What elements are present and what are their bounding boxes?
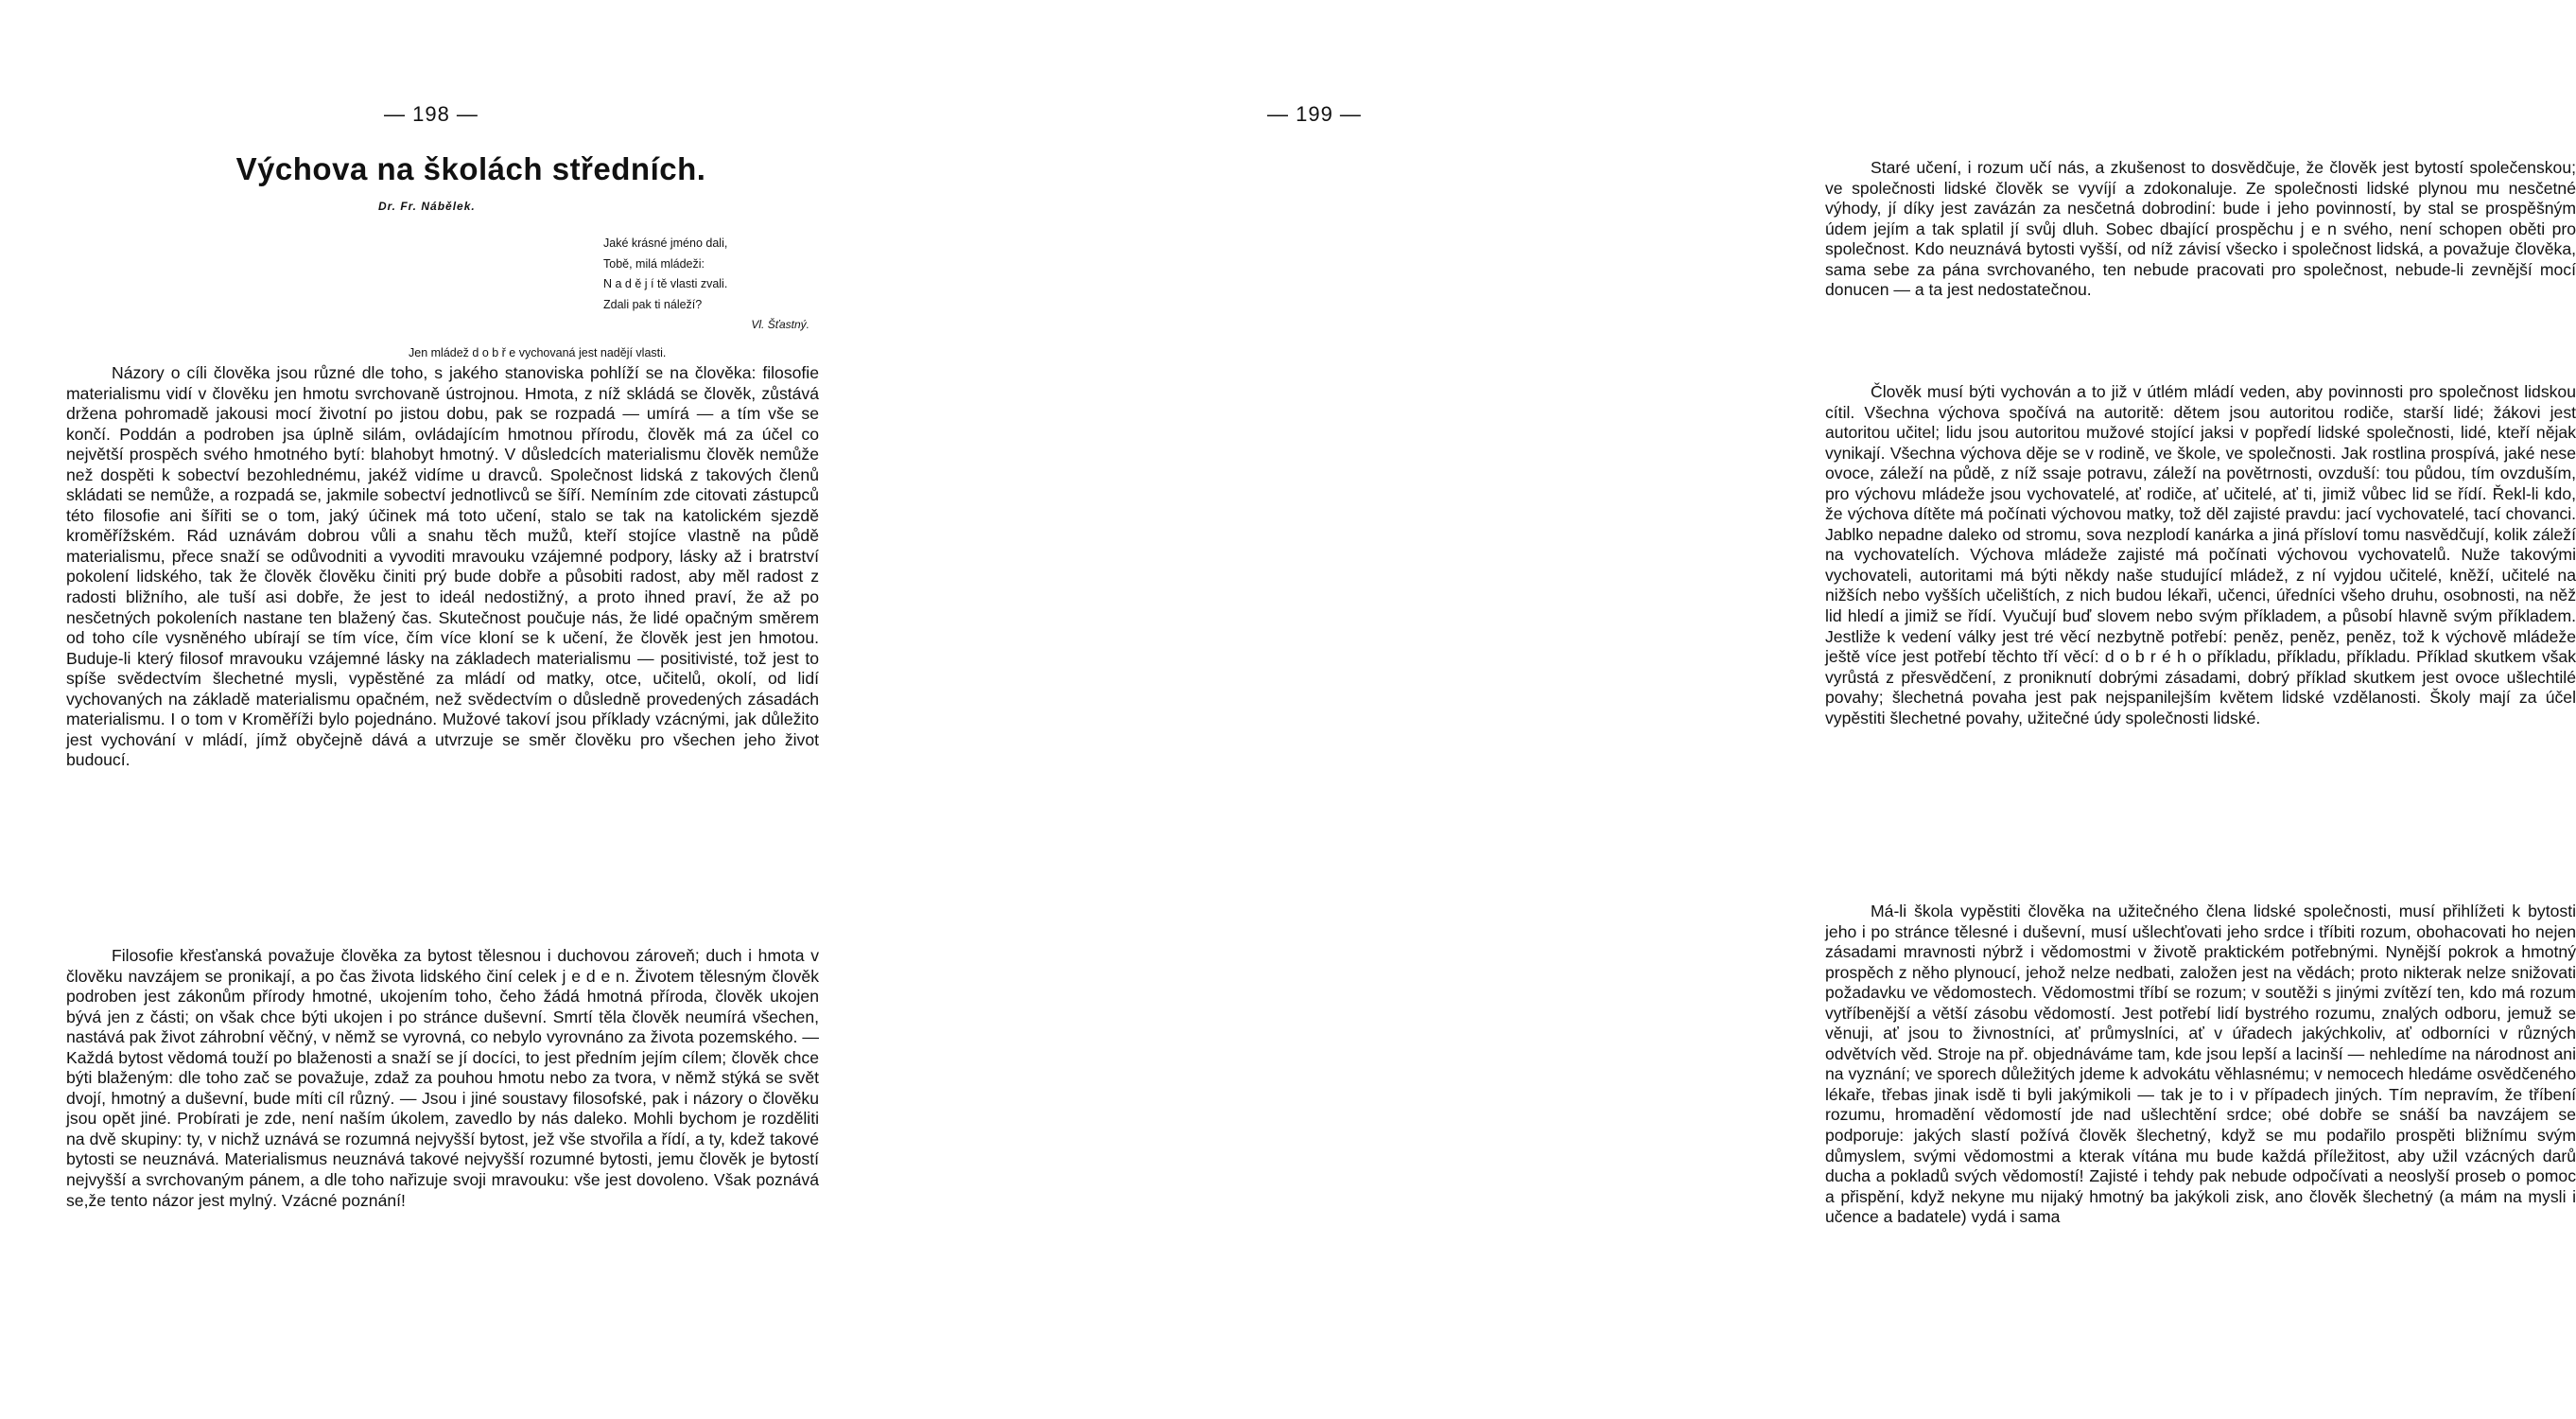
second-motto: Jen mládež d o b ř e vychovaná jest nadějí vlasti. xyxy=(409,346,667,359)
motto-author: Vl. Šťastný. xyxy=(751,318,809,331)
motto-line: Zdali pak ti náleží? xyxy=(603,297,703,311)
left-page xyxy=(0,0,877,1419)
motto-verse xyxy=(603,234,817,336)
body-text-right-1 xyxy=(1825,158,2576,301)
paragraph: Člověk musí býti vychován a to již v útlém mládí veden, aby povinnosti pro společnost lidskou cítil. Všechna výchova spočívá na autoritě: dětem jsou autoritou rodiče, starší lidé; žákovi jest autoritou učitel; lidu jsou autoritou mužové stojící jaksi v popředí lidské společnosti, lidé, kteří nějak vynikají. Všechna výchova děje se v rodině, ve škole, ve společnosti. Jak rostlina prospívá, jaké nese ovoce, záleží na půdě, z níž ssaje potravu, záleží na povětrnosti, ovzduší: tou půdou, tím ovzduším, pro výchovu mládeže jsou vychovatelé, ať rodiče, ať učitelé, ať ti, jimiž vůbec lid se řídí. Řekl-li kdo, že výchova dítěte má počínati výchovou matky, tož děl zajisté pravdu: jací vychovatelé, tací chovanci. Jablko nepadne daleko od stromu, sova nezplodí kanárka a jiná přísloví tomu nasvědčují, kolik záleží na vychovatelích. Výchova mládeže zajisté má počínati výchovou vychovatelů. Nuže takovými vychovateli, autoritami má býti někdy naše studující mládež, z ní vyjdou učitelé, kněží, učitelé na nižších nebo vyšších učelištích, z nich budou lékaři, učenci, úředníci všeho druhu, osobnosti, na něž lid hledí a jimiž se řídí. Vyučují buď slovem nebo svým příkladem, a působí hlavně svým příkladem. Jestliže k vedení války jest tré věcí nezbytně potřebí: peněz, peněz, peněz, tož k výchově mládeže ještě více jest potřebí těchto tří věcí: d o b r é h o příkladu, příkladu, příkladu. Příklad skutkem však vyrůstá z přesvědčení, z proniknutí dobrými zásadami, dobrý příklad skutkem jest ovoce ušlechtilé povahy; šlechetná povaha jest pak nejspanilejším květem lidské vzdělanosti. Školy mají za účel vypěstiti šlechetné povahy, užitečné údy společnosti lidské. xyxy=(1825,382,2576,727)
body-text-left-2 xyxy=(66,946,819,1211)
page-number-left: — 198 — xyxy=(384,102,479,126)
article-title: Výchova na školách středních. xyxy=(235,151,706,186)
paragraph: Názory o cíli člověka jsou různé dle toho, s jakého stanoviska pohlíží se na člověka: filosofie materialismu vidí v člověku jen hmotu svrchovaně ústrojnou. Hmota, z níž skládá se člověk, zůstává držena pohromadě jakousi mocí životní po jistou dobu, pak se rozpadá — umírá — a tím vše se končí. Poddán a podroben jsa úplně silám, ovládajícím hmotnou přírodu, člověk má za účel co největší prospěch svého hmotného bytí: blahobyt hmotný. V důsledcích materialismu člověk nemůže než dospěti k sobectví bezohlednému, jakéž vidíme u dravců. Společnost lidská z takových členů skládati se nemůže, a rozpadá se, jakmile sobectví jednotlivců se šíří. Nemíním zde citovati zástupců této filosofie ani šířiti se o tom, jaký účinek má toto učení, stalo se tak na katolickém sjezdě kroměřížském. Rád uznávám dobrou vůli a snahu těch mužů, kteří stojíce vlastně na půdě materialismu, přece snaží se odůvodniti a vyvoditi mravouku vzájemné podpory, lásky až i bratrství pokolení lidského, tak že člověk člověku činiti prý bude dobře a působiti radost, aby měl radost z radosti bližního, ale tuší asi dobře, že jest to ideál nedostižný, a proto ihned praví, že až po nesčetných pokoleních nastane ten blažený čas. Skutečnost poučuje nás, že lidé opačným směrem od toho cíle vysněného ubírají se tím více, čím více kloní se k učení, že člověk jest jen hmotou. Buduje-li který filosof mravouku vzájemné lásky na základech materialismu — positivisté, tož jest to spíše svědectvím šlechetné mysli, vypěstěné za mládí od matky, otce, učitelů, okolí, od lidí vychovaných na základě materialismu opačném, než svědectvím o důsledně provedených zásadách materialismu. I o tom v Kroměříži bylo pojednáno. Mužové takoví jsou příklady vzácnými, jak důležito jest vychování v mládí, jímž obyčejně dává a utvrzuje se směr člověku pro všechen jeho život budoucí. xyxy=(66,363,819,770)
article-author: Dr. Fr. Nábělek. xyxy=(378,200,476,213)
right-page xyxy=(877,0,2576,1419)
motto-line: Jaké krásné jméno dali, xyxy=(603,236,728,250)
paragraph: Staré učení, i rozum učí nás, a zkušenost to dosvědčuje, že člověk jest bytostí společenskou; ve společnosti lidské člověk se vyvíjí a zdokonaluje. Ze společnosti lidské plynou mu nesčetné výhody, jí díky jest zavázán za nesčetná dobrodiní: bude i jeho povinností, by stal se prospěšným údem jejím a tak splatil jí svůj dluh. Sobec dbající prospěchu j e n svého, není schopen oběti pro společnost. Kdo neuznává bytosti vyšší, od níž závisí všecko i společnost lidská, a považuje člověka, sama sebe za pána svrchovaného, ten nebude pracovati pro společnost, nebude-li zevnější mocí donucen — a ta jest nedostatečnou. xyxy=(1825,158,2576,300)
body-text-right-3 xyxy=(1825,902,2576,1228)
page-number-right: — 199 — xyxy=(1267,102,1362,126)
paragraph: Má-li škola vypěstiti člověka na užitečného člena lidské společnosti, musí přihlížeti k bytosti jeho i po stránce tělesné i duševní, musí ušlechťovati jeho srdce i tříbiti rozum, obohacovati ho nejen zásadami mravnosti nýbrž i vědomostmi v životě praktickém potřebnými. Nynější pokrok a hmotný prospěch z něho plynoucí, jehož nelze nedbati, založen jest na vědách; proto nikterak nelze snižovati požadavku ve vědomostech. Vědomostmi tříbí se rozum; v soutěži s jinými zvítězí ten, kdo má rozum vytříbenější a větší zásobu vědomostí. Jest potřebí lidí bystrého rozumu, znalých odboru, jemuž se věnuji, ať jsou to živnostníci, ať průmyslníci, ať v úřadech jakýchkoliv, ať odborníci v různých odvětvích věd. Stroje na př. objednáváme tam, kde jsou lepší a lacinší — nehledíme na národnost ani na vyznání; ve sporech důležitých jdeme k advokátu věhlasnému; v nemocech hledáme osvědčeného lékaře, třebas jinak isdě ti byli jakýmikoli — tak je to i v případech jiných. Tím nepravím, že tříbení rozumu, hromadění vědomostí jde nad ušlechtění srdce; obé dobře se snáší ba navzájem se podporuje: jakých slastí požívá člověk šlechetný, když se mu podařilo prospěti bližnímu svým důmyslem, svými vědomostmi a kterak vítána mu bude každá příležitost, aby užil vzácných darů ducha a pokladů svých vědomostí! Zajisté i tehdy pak nebude odpočívati a neoslyší proseb o pomoc a přispění, když nekyne mu nijaký hmotný ba jakýkoli zisk, ano člověk šlechetný (a mám na mysli i učence a badatele) vydá i sama xyxy=(1825,902,2576,1227)
paragraph: Filosofie křesťanská považuje člověka za bytost tělesnou i duchovou zároveň; duch i hmota v člověku navzájem se pronikají, a po čas života lidského činí celek j e d e n. Životem tělesným člověk podroben jest zákonům přírody hmotné, ukojením toho, čeho žádá hmotná příroda, člověk ukojen bývá jen z části; on však chce býti ukojen i po stránce duševní. Smrtí těla člověk neumírá všechen, nastává pak život záhrobní věčný, v němž se vyrovná, co nebylo vyrovnáno za života pozemského. — Každá bytost vědomá touží po blaženosti a snaží se jí docíci, to jest předním jejím cílem; člověk chce býti blaženým: dle toho zač se považuje, zdaž za pouhou hmotu nebo za tvora, v němž stýká se svět dvojí, hmotný a duševní, bude míti cíl různý. — Jsou i jiné soustavy filosofské, pak i názory o člověku jsou opět jiné. Probírati je zde, není naším úkolem, zavedlo by nás daleko. Mohli bychom je rozděliti na dvě skupiny: ty, v nichž uznává se rozumná nejvyšší bytost, jež vše stvořila a řídí, a ty, kdež takové bytosti se neuznává. Materialismus neuznává takové nejvyšší rozumné bytosti, jemu člověk je bytostí nejvyšší a svrchovaným pánem, a dle toho nařizuje svoji mravouku: vše jest dovoleno. Však poznává se,že tento názor jest mylný. Vzácné poznání! xyxy=(66,946,819,1210)
motto-line: N a d ě j í tě vlasti zvali. xyxy=(603,277,728,290)
body-text-left-1 xyxy=(66,363,819,771)
body-text-right-2 xyxy=(1825,382,2576,728)
motto-line: Tobě, milá mládeži: xyxy=(603,256,705,271)
